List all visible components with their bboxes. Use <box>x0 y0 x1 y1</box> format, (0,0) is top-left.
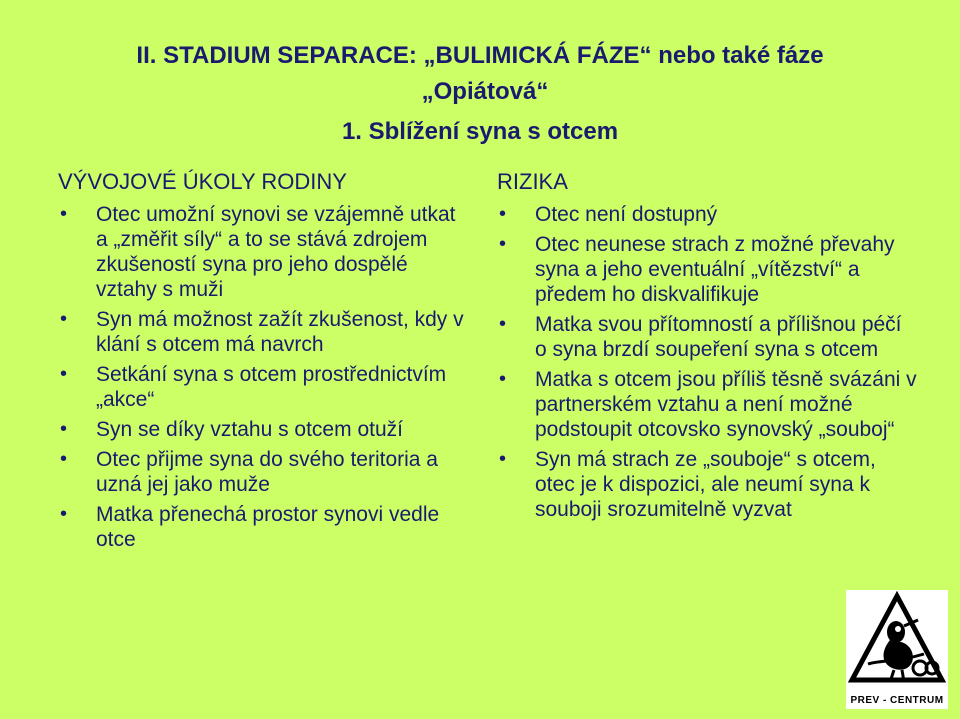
list-item: • Syn má možnost zažít zkušenost, kdy v klání s otcem má navrch <box>58 307 468 357</box>
logo-caption: PREV - CENTRUM <box>850 695 944 706</box>
list-item: • Setkání syna s otcem prostřednictvím „akce“ <box>58 362 468 412</box>
right-heading: RIZIKA <box>497 169 568 194</box>
right-column <box>497 168 917 527</box>
title-line-3: 1. Sblížení syna s otcem <box>341 118 619 145</box>
left-heading: VÝVOJOVÉ ÚKOLY RODINY <box>58 169 347 194</box>
slide-title <box>0 38 960 150</box>
left-list <box>58 202 468 552</box>
prev-centrum-logo <box>846 590 948 709</box>
list-item: • Matka s otcem jsou příliš těsně svázáni v partnerském vztahu a není možné podstoupit otcovsko synovský „souboj“ <box>497 367 917 442</box>
title-line-1: II. STADIUM SEPARACE: „BULIMICKÁ FÁZE“ nebo také fáze <box>136 42 824 69</box>
left-column <box>58 168 468 557</box>
list-item: • Otec umožní synovi se vzájemně utkat a „změřit síly“ a to se stává zdrojem zkušeností syna pro jeho dospělé vztahy s muži <box>58 202 468 302</box>
list-item: • Syn má strach ze „souboje“ s otcem, otec je k dispozici, ale neumí syna k souboji srozumitelně vyzvat <box>497 447 917 522</box>
title-line-2: „Opiátová“ <box>421 78 549 105</box>
list-item: • Otec není dostupný <box>497 202 917 227</box>
list-item: • Matka přenechá prostor synovi vedle otce <box>58 502 468 552</box>
list-item: • Syn se díky vztahu s otcem otuží <box>58 417 468 442</box>
list-item: • Matka svou přítomností a přílišnou péčí o syna brzdí soupeření syna s otcem <box>497 312 917 362</box>
bird-triangle-logo-icon <box>846 590 948 694</box>
list-item: • Otec přijme syna do svého teritoria a uzná jej jako muže <box>58 447 468 497</box>
list-item: • Otec neunese strach z možné převahy syna a jeho eventuální „vítězství“ a předem ho diskvalifikuje <box>497 232 917 307</box>
right-list <box>497 202 917 522</box>
